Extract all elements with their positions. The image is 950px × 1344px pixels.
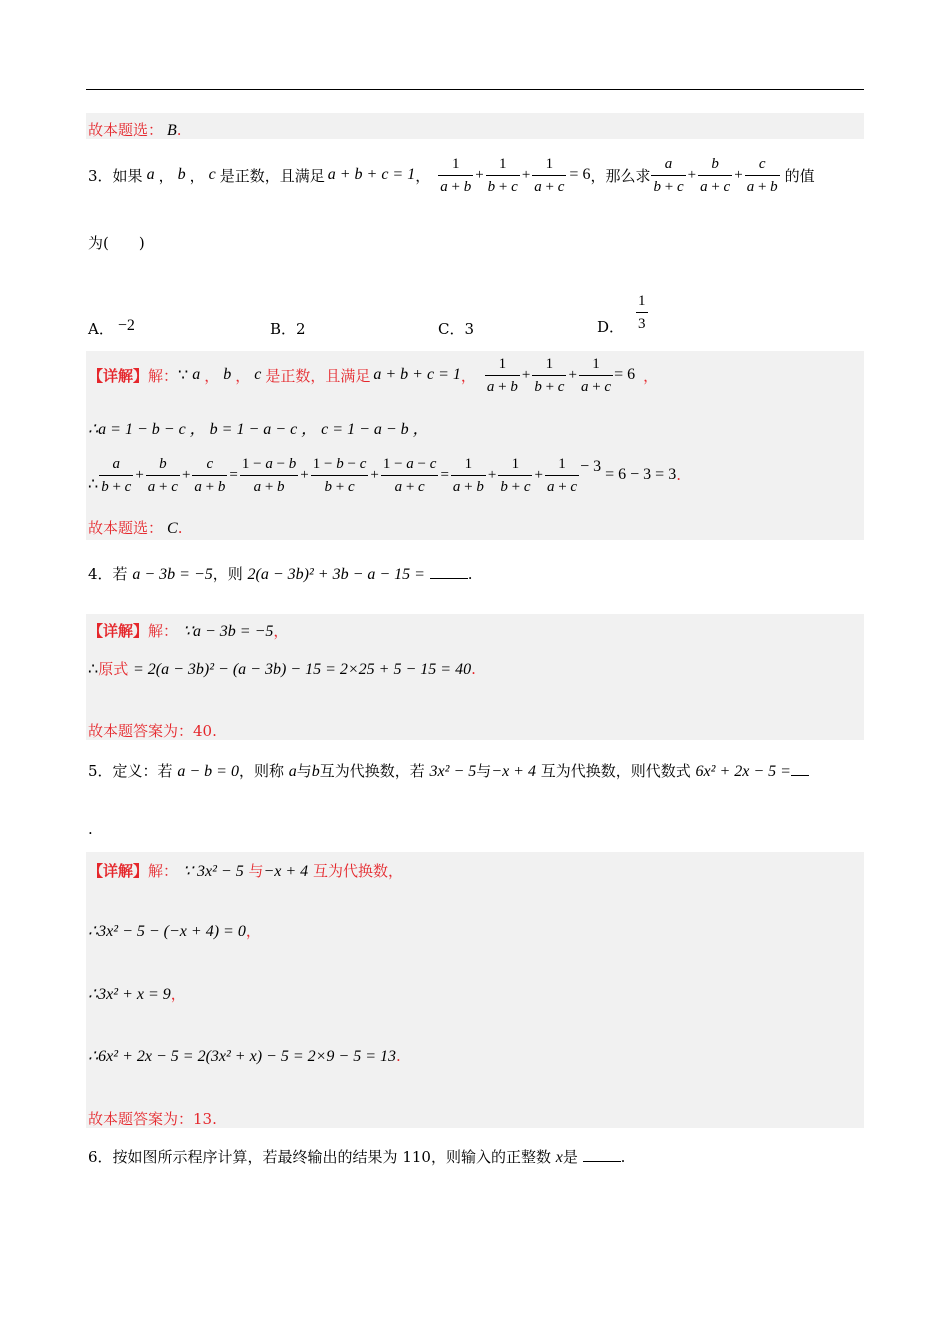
sep: ， <box>643 366 659 385</box>
var-b: b <box>311 763 320 780</box>
sep: ， <box>204 366 220 385</box>
question-text: 的值 <box>784 166 815 185</box>
fraction: $\frac{b}{a + c}$ <box>146 453 180 498</box>
solution-text: 互为代换数， <box>312 862 403 880</box>
sep: ， <box>158 166 174 185</box>
var-b: b <box>177 166 186 183</box>
solution-q4-line1 <box>88 620 288 641</box>
solution-tag: 【详解】 <box>88 622 149 640</box>
solution-math: ∴3x² − 5 − (−x + 4) = 0 <box>88 923 246 940</box>
question-text: 互为代换数，则代数式 <box>540 762 691 780</box>
question-text: 是 <box>562 1148 578 1166</box>
because-symbol: ∵ <box>178 367 189 384</box>
option-label: D． <box>597 318 625 336</box>
solution-q3-line2 <box>88 416 429 439</box>
answer-letter: C <box>167 520 178 537</box>
solution-text: 原式 <box>98 660 129 678</box>
option-value: −2 <box>117 317 135 334</box>
var-b: b <box>223 366 232 383</box>
option-value <box>636 290 648 335</box>
question-text: 如果 <box>112 166 143 185</box>
solution-box-q5 <box>86 852 864 1128</box>
fraction: $\frac{1}{a + c}$ <box>532 153 566 198</box>
question-text: 是正数，且满足 <box>219 166 325 185</box>
sep: ， <box>170 985 186 1003</box>
question-text: 与 <box>476 762 492 780</box>
fraction: $\frac{a}{b + c}$ <box>651 153 685 198</box>
answer-end: . <box>176 121 182 139</box>
answer-line-q5 <box>88 1108 217 1129</box>
fraction: $\frac{1}{a + c}$ <box>579 353 613 398</box>
answer-box-q2 <box>86 113 864 139</box>
therefore-symbol: ∴ <box>88 476 99 493</box>
answer-text: 故本题答案为：40. <box>88 722 217 740</box>
solution-label: 解： <box>148 862 179 880</box>
answer-prefix: 故本题选： <box>88 121 164 139</box>
var-c: c <box>254 366 262 383</box>
answer-line-q3 <box>88 517 182 538</box>
header-rule <box>86 89 864 90</box>
solution-text: 与 <box>248 862 264 880</box>
answer-blank[interactable] <box>791 761 809 776</box>
question-text: ，那么求 <box>590 166 651 185</box>
question-text: 互为代换数，若 <box>319 762 425 780</box>
solution-label: 解： <box>148 366 179 385</box>
equals-six: = 6 <box>614 366 636 383</box>
question-3: 3． 如果 a ， b ， c 是正数，且满足 a + b + c = 1 ， $\frac{1}{a + b}$ + $\frac{1}{b + c}$ + $\frac{1}{a + c}$ = 6 ，那么求 $\frac{a}{b + c}$ + $\frac{b}{a + c}$ + $\frac{c}{a + b}$ 的值 <box>88 150 815 200</box>
expression: −x + 4 <box>491 763 536 780</box>
sep: ， <box>460 366 476 385</box>
answer-prefix: 故本题选： <box>88 519 164 537</box>
equals-six: = 6 <box>569 166 591 183</box>
solution-math: = 2(a − 3b)² − (a − 3b) − 15 = 2×25 + 5 − 15 = 40 <box>132 661 472 678</box>
solution-math: ∴a = 1 − b − c ， b = 1 − a − c ， c = 1 − a − b ， <box>88 421 429 438</box>
solution-q5-line3 <box>88 983 186 1004</box>
fraction: $\frac{1}{b + c}$ <box>532 353 566 398</box>
expression: 6x² + 2x − 5 = <box>695 763 791 780</box>
var-a: a <box>192 366 201 383</box>
condition: a + b + c = 1 <box>327 166 416 183</box>
fraction: $\frac{a}{b + c}$ <box>99 453 133 498</box>
solution-tag: 【详解】 <box>88 366 149 385</box>
question-text: 定义：若 <box>112 762 173 780</box>
option-label: C． <box>438 320 465 338</box>
option-a[interactable] <box>88 318 135 339</box>
sep: ， <box>273 622 289 640</box>
answer-end: . <box>177 519 183 537</box>
question-4 <box>88 563 473 584</box>
fraction: $\frac{c}{a + b}$ <box>745 153 780 198</box>
question-text: 按如图所示程序计算，若最终输出的结果为 110，则输入的正整数 <box>112 1148 551 1166</box>
fraction: $\frac{1 - b - c}{b + c}$ <box>311 453 369 498</box>
sep: ， <box>415 166 431 185</box>
answer-letter: B <box>167 122 177 139</box>
solution-math: −x + 4 <box>263 863 309 880</box>
frac-den: 3 <box>638 316 646 332</box>
solution-text: 是正数，且满足 <box>265 366 371 385</box>
solution-q3-line3: ∴ $\frac{a}{b + c}$ + $\frac{b}{a + c}$ + $\frac{c}{a + b}$ = $\frac{1 - a - b}{a + b}$ + $\frac{1 - b - c}{b + c}$ + $\frac{1 - a - c}{a + c}$ = $\frac{1}{a + b}$ + $\frac{1}{b + c}$ + $\frac{1}{a + c}$ − 3 = 6 − 3 = 3 . <box>88 452 681 498</box>
sep: ， <box>235 366 251 385</box>
fraction: $\frac{c}{a + b}$ <box>192 453 227 498</box>
question-3-cont <box>88 232 145 253</box>
condition: a − 3b = −5 <box>132 566 213 583</box>
fraction: $\frac{1 - a - c}{a + c}$ <box>381 453 439 498</box>
var-a: a <box>146 166 155 183</box>
sep: ， <box>189 166 205 185</box>
fraction: $\frac{b}{a + c}$ <box>698 153 732 198</box>
solution-q5-line2 <box>88 920 261 941</box>
answer-blank[interactable] <box>583 1147 621 1162</box>
option-b[interactable] <box>270 318 306 339</box>
answer-line-q4 <box>88 720 217 741</box>
fraction: $\frac{1}{a + b}$ <box>438 153 473 198</box>
fraction: $\frac{1}{a + c}$ <box>545 453 579 498</box>
question-text: 为 <box>88 234 104 252</box>
sep: . <box>676 466 681 484</box>
sep: . <box>396 1047 401 1065</box>
solution-math: ∵a − 3b = −5 <box>182 623 274 640</box>
fraction: $\frac{1}{a + b}$ <box>451 453 486 498</box>
solution-q4-line2: ∴原式 = 2(a − 3b)² − (a − 3b) − 15 = 2×25 + 5 − 15 = 40. <box>88 660 476 678</box>
option-value: 2 <box>296 320 306 338</box>
answer-blank[interactable] <box>430 564 468 579</box>
minus-three: − 3 <box>580 458 602 475</box>
frac-num: 1 <box>636 290 648 313</box>
solution-math: ∴3x² + x = 9 <box>88 986 171 1003</box>
question-number: 3． <box>88 166 113 185</box>
question-text: ，则称 <box>238 762 284 780</box>
option-label: B． <box>270 320 297 338</box>
condition: a + b + c = 1 <box>373 366 461 383</box>
fraction: $\frac{1}{b + c}$ <box>486 153 520 198</box>
fraction: $\frac{1}{b + c}$ <box>498 453 532 498</box>
option-value: 3 <box>464 320 475 338</box>
solution-q5-line1 <box>88 860 403 881</box>
sep: . <box>467 565 473 583</box>
question-text: 若 <box>112 565 128 583</box>
option-label: A． <box>88 320 114 338</box>
var-a: a <box>288 763 297 780</box>
solution-q3-line1: 【详解】 解： ∵ a ， b ， c 是正数，且满足 a + b + c = 1 ， $\frac{1}{a + b}$ + $\frac{1}{b + c}$ + $\frac{1}{a + c}$ = 6 ， <box>88 352 658 398</box>
fraction: $\frac{1 - a - b}{a + b}$ <box>240 453 298 498</box>
solution-math: ∴6x² + 2x − 5 = 2(3x² + x) − 5 = 2×9 − 5 = 13 <box>88 1048 397 1065</box>
expression: 3x² − 5 <box>429 763 477 780</box>
sep: ， <box>245 922 261 940</box>
var-c: c <box>208 166 216 183</box>
sep: . <box>620 1148 626 1166</box>
fraction: $\frac{1}{a + b}$ <box>485 353 520 398</box>
result: = 6 − 3 = 3 <box>605 466 677 483</box>
question-number: 4． <box>88 565 113 583</box>
option-c[interactable] <box>438 318 474 339</box>
answer-paren: ( ) <box>103 234 145 252</box>
question-text: 与 <box>296 762 312 780</box>
solution-label: 解： <box>148 622 179 640</box>
question-number: 5． <box>88 762 113 780</box>
condition: a − b = 0 <box>177 763 239 780</box>
solution-math: ∵ 3x² − 5 <box>182 863 244 880</box>
option-d[interactable] <box>597 290 649 335</box>
question-5-tail <box>88 820 93 838</box>
var-x: x <box>555 1149 563 1166</box>
answer-text: 故本题答案为：13. <box>88 1110 217 1128</box>
expression: 2(a − 3b)² + 3b − a − 15 = <box>247 566 425 583</box>
question-number: 6． <box>88 1148 113 1166</box>
solution-tag: 【详解】 <box>88 862 149 880</box>
question-text: ，则 <box>212 565 243 583</box>
answer-line-q2 <box>88 119 182 140</box>
sep: . <box>88 820 93 838</box>
solution-q5-line4 <box>88 1046 401 1066</box>
question-5 <box>88 760 809 781</box>
sep: . <box>471 660 476 678</box>
question-6 <box>88 1146 625 1167</box>
